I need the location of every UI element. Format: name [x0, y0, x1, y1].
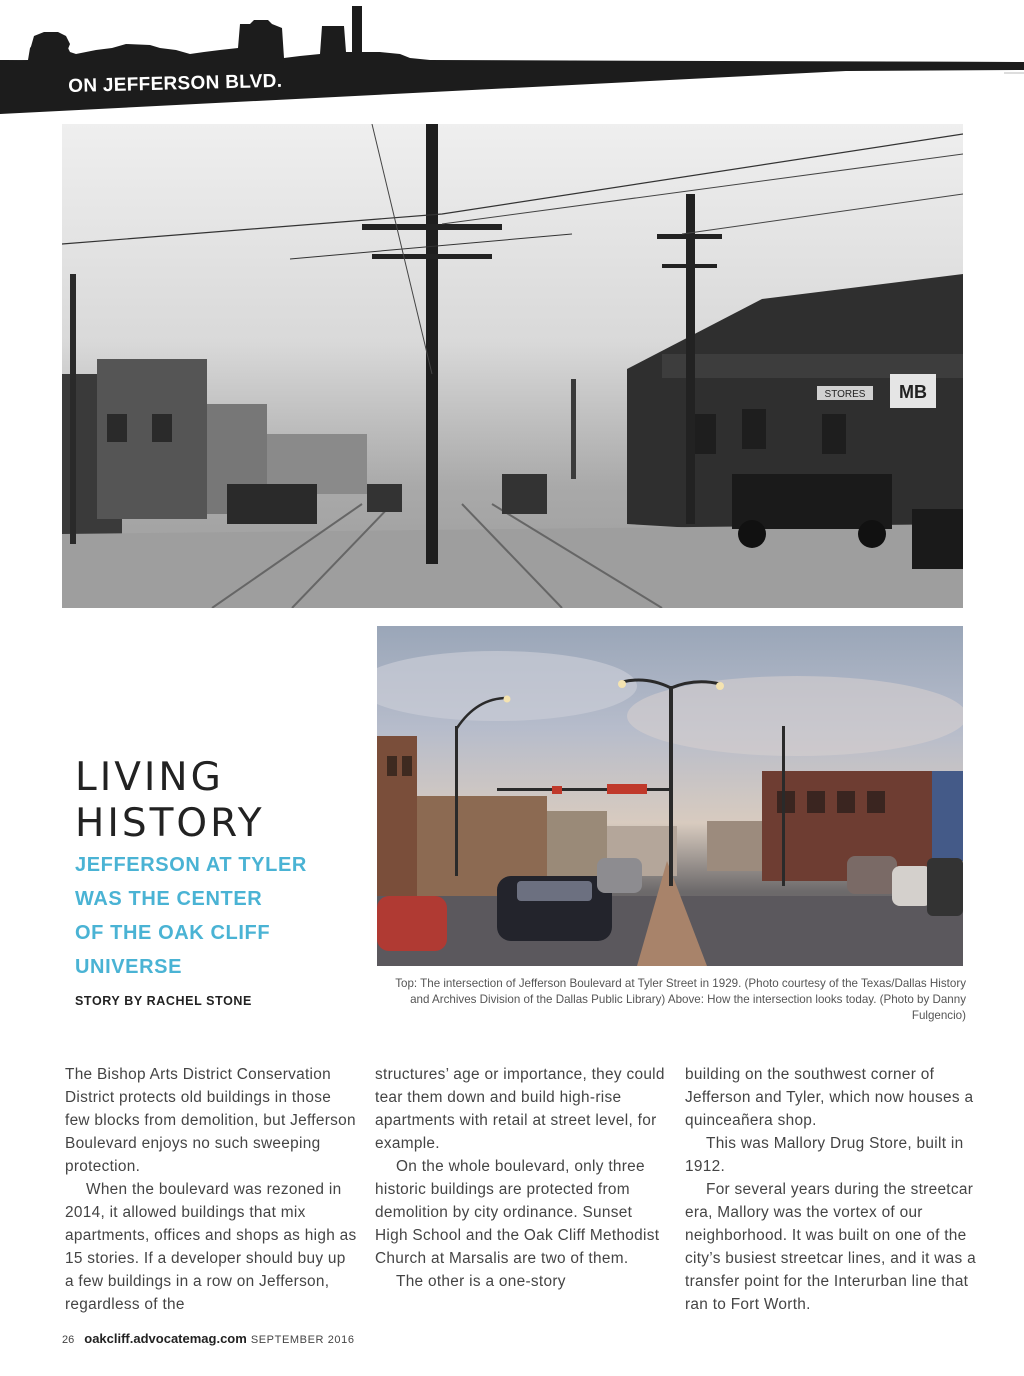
- body-column-2: [375, 1063, 667, 1293]
- paragraph: On the whole boulevard, only three historic buildings are protected from demolition by city ordinance. Sunset High School and the Oak Cliff Methodist Church at Marsalis are two of them.: [375, 1158, 660, 1267]
- section-header: [0, 0, 1024, 120]
- byline: STORY BY RACHEL STONE: [75, 994, 252, 1008]
- paragraph: structures’ age or importance, they could tear them down and build high-rise apartments with retail at street level, for example.: [375, 1066, 665, 1152]
- paragraph: This was Mallory Drug Store, built in 1912.: [685, 1135, 964, 1175]
- paragraph: When the boulevard was rezoned in 2014, it allowed buildings that mix apartments, offices and shops as high as 15 stories. If a developer should buy up a few buildings in a row on Jefferson, regardless of the: [65, 1181, 357, 1313]
- body-column-3: [685, 1063, 977, 1316]
- website-url[interactable]: oakcliff.advocatemag.com: [84, 1331, 247, 1346]
- paragraph: For several years during the streetcar era, Mallory was the vortex of our neighborhood. It was built on one of the city’s busiest streetcar lines, and it was a transfer point for the Interurban line that ran to Fort Worth.: [685, 1181, 976, 1313]
- article-title: LIVING HISTORY: [75, 755, 265, 846]
- modern-street-illustration: [377, 626, 963, 966]
- issue-date: SEPTEMBER 2016: [250, 1334, 355, 1346]
- historic-sign-mb: MB: [899, 382, 927, 402]
- paragraph: The other is a one-story: [396, 1273, 566, 1290]
- photo-caption: Top: The intersection of Jefferson Boulevard at Tyler Street in 1929. (Photo courtesy of the Texas/Dallas History and Archives Division of the Dallas Public Library) Above: How the intersection looks today. (Photo by Danny Fulgencio): [395, 977, 966, 1022]
- page-footer: [62, 1331, 355, 1346]
- body-column-1: [65, 1063, 357, 1316]
- modern-photo: [377, 626, 963, 966]
- article-deck: JEFFERSON AT TYLER WAS THE CENTER OF THE OAK CLIFF UNIVERSE: [75, 854, 307, 978]
- paragraph: The Bishop Arts District Conservation District protects old buildings in those few blocks from demolition, but Jefferson Boulevard enjoys no such sweeping protection.: [65, 1066, 356, 1175]
- paragraph: building on the southwest corner of Jefferson and Tyler, which now houses a quinceañera shop.: [685, 1066, 974, 1129]
- historic-photo: [62, 124, 963, 608]
- page-number: 26: [62, 1334, 75, 1346]
- skyline-banner: [0, 0, 1024, 120]
- section-label: ON JEFFERSON BLVD.: [68, 70, 283, 97]
- historic-street-illustration: [62, 124, 963, 608]
- historic-sign-stores: STORES: [824, 389, 866, 400]
